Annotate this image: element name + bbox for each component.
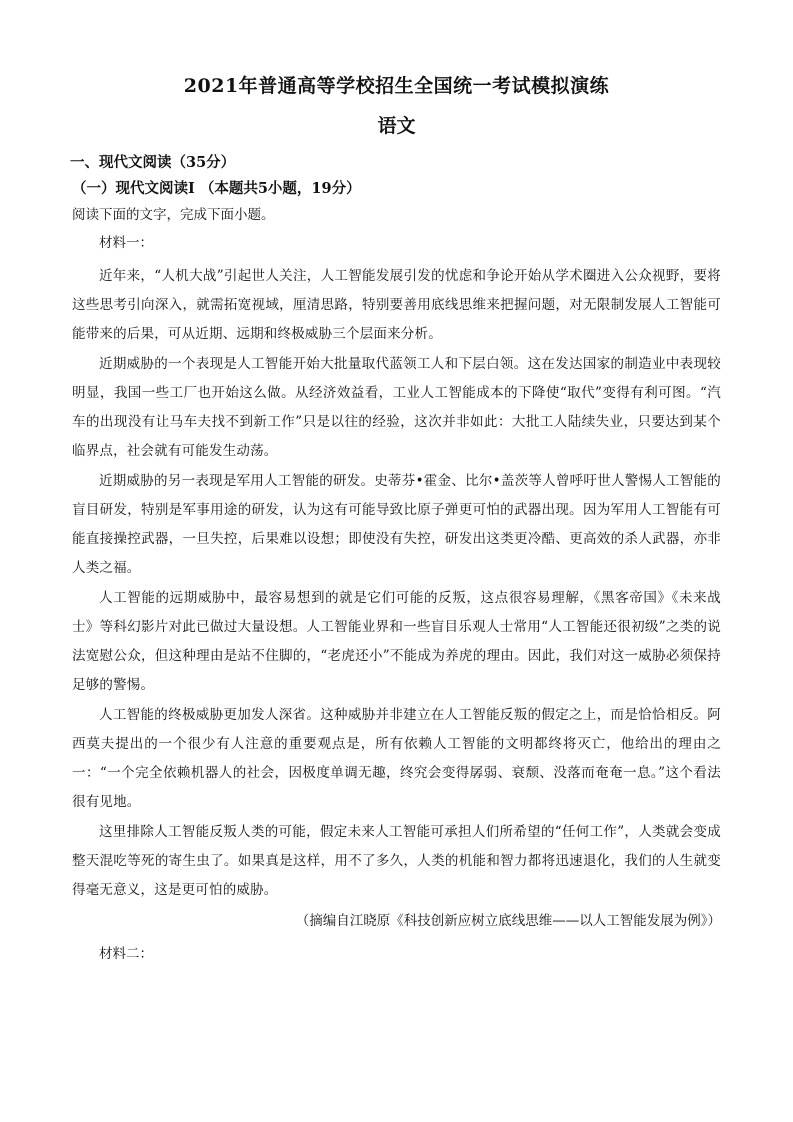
paragraph: 人工智能的终极威胁更加发人深省。这种威胁并非建立在人工智能反叛的假定之上，而是恰恰相反。阿西莫夫提出的一个很少有人注意的重要观点是，所有依赖人工智能的文明都终将灭亡，他给出的理由之一：“一个完全依赖机器人的社会，因极度单调无趣，终究会变得孱弱、衰颓、没落而奄奄一息。”这个看法很有见地。 (72, 707, 721, 810)
paragraph: 近期威胁的一个表现是人工智能开始大批量取代蓝领工人和下层白领。这在发达国家的制造业中表现较明显，我国一些工厂也开始这么做。从经济效益看，工业人工智能成本的下降使“取代”变得有利可图。“汽车的出现没有让马车夫找不到新工作”只是以往的经验，这次并非如此：大批工人陆续失业，只要达到某个临界点，社会就有可能发生动荡。 (72, 356, 721, 459)
paragraph: 人工智能的远期威胁中，最容易想到的就是它们可能的反叛，这点很容易理解，《黑客帝国》《未来战士》等科幻影片对此已做过大量设想。人工智能业界和一些盲目乐观人士常用“人工智能还很初级”之类的说法宽慰公众，但这种理由是站不住脚的，“老虎还小”不能成为养虎的理由。因此，我们对这一威胁必须保持足够的警惕。 (72, 590, 721, 693)
reading-instruction: 阅读下面的文字，完成下面小题。 (72, 207, 275, 223)
paragraph: 近年来，“人机大战”引起世人关注，人工智能发展引发的忧虑和争论开始从学术圈进入公众视野，要将这些思考引向深入，就需拓宽视域，厘清思路，特别要善用底线思维来把握问题，对无限制发展人工智能可能带来的后果，可从近期、远期和终极威胁三个层面来分析。 (72, 268, 721, 342)
source-citation: （摘编自江晓原《科技创新应树立底线思维——以人工智能发展为例》） (295, 913, 721, 929)
section-heading: 一、现代文阅读（35分） (70, 154, 236, 171)
paragraph: 近期威胁的另一表现是军用人工智能的研发。史蒂芬•霍金、比尔•盖茨等人曾呼吁世人警惕人工智能的盲目研发，特别是军事用途的研发，认为这有可能导致比原子弹更可怕的武器出现。因为军用人工智能有可能直接操控武器，一旦失控，后果难以设想；即使没有失控，研发出这类更冷酷、更高效的杀人武器，亦非人类之福。 (72, 473, 721, 576)
paragraph: 这里排除人工智能反叛人类的可能，假定未来人工智能可承担人们所希望的“任何工作”，人类就会变成整天混吃等死的寄生虫了。如果真是这样，用不了多久，人类的机能和智力都将迅速退化，我们的人生就变得毫无意义，这是更可怕的威胁。 (72, 824, 721, 898)
material-one-label: 材料一： (99, 235, 153, 251)
subsection-heading: （一）现代文阅读Ⅰ （本题共5小题，19分） (72, 180, 361, 197)
exam-title: 2021年普通高等学校招生全国统一考试模拟演练 (183, 75, 610, 97)
material-two-label: 材料二： (99, 946, 153, 962)
subject-title: 语文 (377, 115, 416, 137)
